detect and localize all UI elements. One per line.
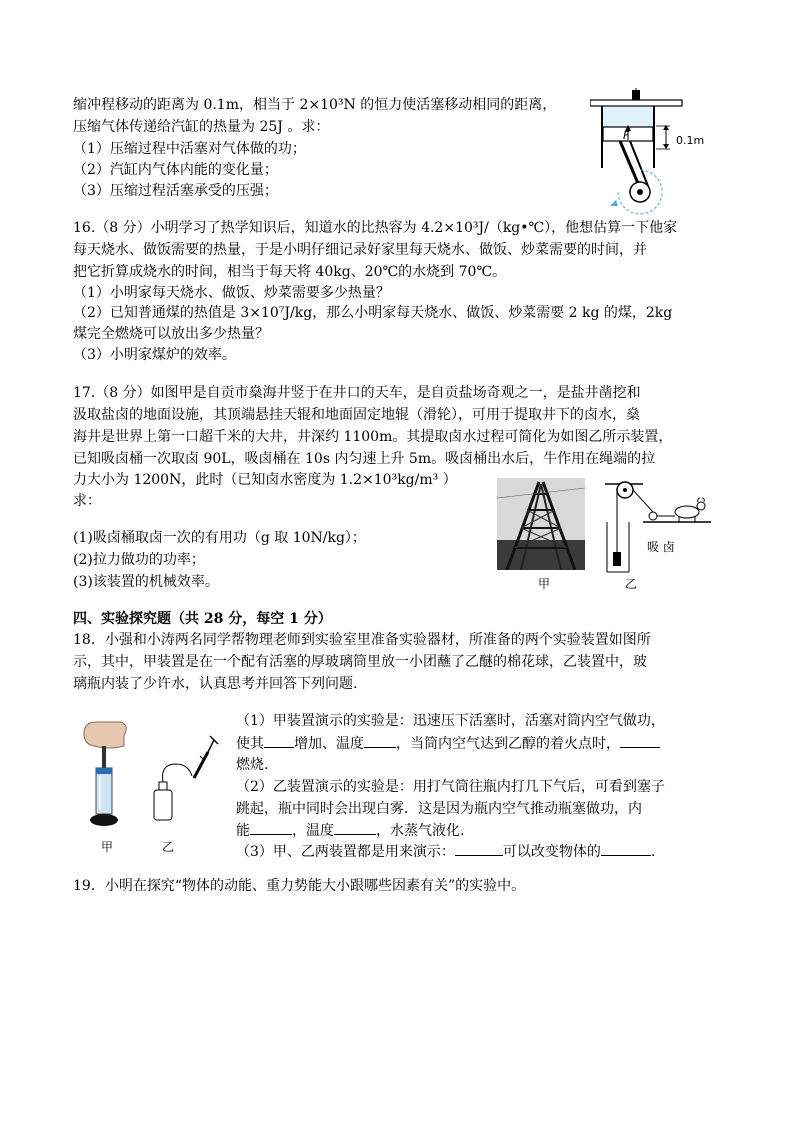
answer-blank-7[interactable] xyxy=(601,841,651,856)
derrick-drawing xyxy=(497,478,585,570)
q18-apparatus-drawing xyxy=(80,716,230,836)
q18-intro-1: 18．小强和小涛两名同学帮物理老师到实验室里准备实验器材，所准备的两个实验装置如图所 xyxy=(73,632,651,648)
q18-p3-text-c: . xyxy=(650,844,656,860)
q16-line-1: 16.（8 分）小明学习了热学知识后，知道水的比热容为 4.2×10³J/（kg•℃），他想估算一下他家 xyxy=(73,220,678,236)
answer-blank-1[interactable] xyxy=(264,733,294,748)
q17-line-2: 汲取盐卤的地面设施，其顶端悬挂天辊和地面固定地辊（滑轮），可用于提取井下的卤水，燊 xyxy=(73,407,640,423)
piston-diagram xyxy=(590,88,720,218)
q16-line-6: 煤完全燃烧可以放出多少热量？ xyxy=(73,326,269,342)
pulley-schematic xyxy=(603,478,713,573)
distance-label: 0.1m xyxy=(676,134,705,147)
q15-line-4: （2）汽缸内气体内能的变化量； xyxy=(73,162,278,178)
q17-line-1: 17.（8 分）如图甲是自贡市燊海井竖于在井口的天车，是自贡盐场奇观之一，是盐井凿挖和 xyxy=(73,385,641,401)
q18-intro-2: 示，其中，甲装置是在一个配有活塞的厚玻璃筒里放一小团蘸了乙醚的棉花球，乙装置中，玻 xyxy=(73,654,647,670)
q17-line-3: 海井是世界上第一口超千米的大井，井深约 1100m。其提取卤水过程可简化为如图乙所示装置， xyxy=(73,429,673,445)
q17-line-4: 已知吸卤桶一次取卤 90L，吸卤桶在 10s 内匀速上升 5m。吸卤桶出水后，牛作用在绳端的拉 xyxy=(73,451,656,467)
q18-p2-text-c: ，水蒸气液化. xyxy=(376,823,465,839)
q18-part1-line-2 xyxy=(236,733,660,754)
q18-part3-line xyxy=(236,841,655,862)
q16-line-3: 把它折算成烧水的时间，相当于每天将 40kg、20℃的水烧到 70℃。 xyxy=(73,264,507,280)
piston-cylinder-figure xyxy=(590,88,720,218)
q18-part2-line-2: 跳起，瓶中同时会出现白雾．这是因为瓶内空气推动瓶塞做功，内 xyxy=(236,801,642,817)
q18-p3-text-a: （3）甲、乙两装置都是用来演示： xyxy=(236,844,455,860)
answer-blank-2[interactable] xyxy=(364,733,396,748)
q18-part2-line-1: （2）乙装置演示的实验是：用打气筒往瓶内打几下气后，可看到塞子 xyxy=(236,779,665,795)
q18-p3-text-b: 可以改变物体的 xyxy=(502,844,601,860)
q18-apparatus-figure xyxy=(80,716,230,854)
q17-line-6: 求： xyxy=(73,493,101,509)
q15-line-5: （3）压缩过程活塞承受的压强； xyxy=(73,183,278,199)
q17-caption-a: 甲 xyxy=(538,577,551,591)
derrick-photo xyxy=(497,478,585,570)
answer-blank-6[interactable] xyxy=(455,841,503,856)
q19-line: 19．小明在探究“物体的动能、重力势能大小跟哪些因素有关”的实验中。 xyxy=(73,878,526,894)
answer-blank-4[interactable] xyxy=(250,820,292,835)
q18-p2-text-b: ，温度 xyxy=(292,823,334,839)
q17-caption-b: 乙 xyxy=(625,577,638,591)
q18-p1-text-b: 增加、温度 xyxy=(294,736,364,752)
q16-line-4: （1）小明家每天烧水、做饭、炒菜需要多少热量？ xyxy=(73,285,390,301)
q15-line-3: （1）压缩过程中活塞对气体做的功； xyxy=(73,141,306,157)
q17-line-8: (2)拉力做功的功率； xyxy=(73,552,205,568)
q18-caption-b: 乙 xyxy=(162,840,175,854)
q15-line-2: 压缩气体传递给汽缸的热量为 25J 。求： xyxy=(73,119,330,135)
force-label: F xyxy=(623,129,630,142)
q18-part2-line-3 xyxy=(236,820,464,841)
q18-p2-text-a: 能 xyxy=(236,823,250,839)
q17-line-7: (1)吸卤桶取卤一次的有用功（g 取 10N/kg）； xyxy=(73,530,366,546)
q16-line-7: （3）小明家煤炉的效率。 xyxy=(73,347,236,363)
q18-caption-a: 甲 xyxy=(101,840,114,854)
q18-p1-text-c: ，当筒内空气达到乙醇的着火点时， xyxy=(396,736,620,752)
q18-part1-line-1: （1）甲装置演示的实验是：迅速压下活塞时，活塞对筒内空气做功， xyxy=(236,713,665,729)
q16-line-2: 每天烧水、做饭需要的热量，于是小明仔细记录好家里每天烧水、做饭、炒菜需要的时间，并 xyxy=(73,242,647,258)
brine-tube-label: 吸 卤 xyxy=(647,540,675,554)
q17-line-5: 力大小为 1200N，此时（已知卤水密度为 1.2×10³kg/m³ ） xyxy=(73,472,457,488)
q18-part1-line-3: 燃烧. xyxy=(236,757,269,773)
answer-blank-3[interactable] xyxy=(620,733,660,748)
q18-intro-3: 璃瓶内装了少许水，认真思考并回答下列问题. xyxy=(73,676,358,692)
q18-p1-text-a: 使其 xyxy=(236,736,264,752)
section-4-heading: 四、实验探究题（共 28 分，每空 1 分） xyxy=(73,611,332,627)
pulley-drawing xyxy=(603,478,713,573)
answer-blank-5[interactable] xyxy=(334,820,376,835)
q16-line-5: （2）已知普通煤的热值是 3×10⁷J/kg，那么小明家每天烧水、做饭、炒菜需要 2 kg 的煤，2kg xyxy=(73,305,673,321)
q15-line-1: 缩冲程移动的距离为 0.1m，相当于 2×10³N 的恒力使活塞移动相同的距离， xyxy=(73,97,557,113)
q17-line-9: (3)该装置的机械效率。 xyxy=(73,574,219,590)
